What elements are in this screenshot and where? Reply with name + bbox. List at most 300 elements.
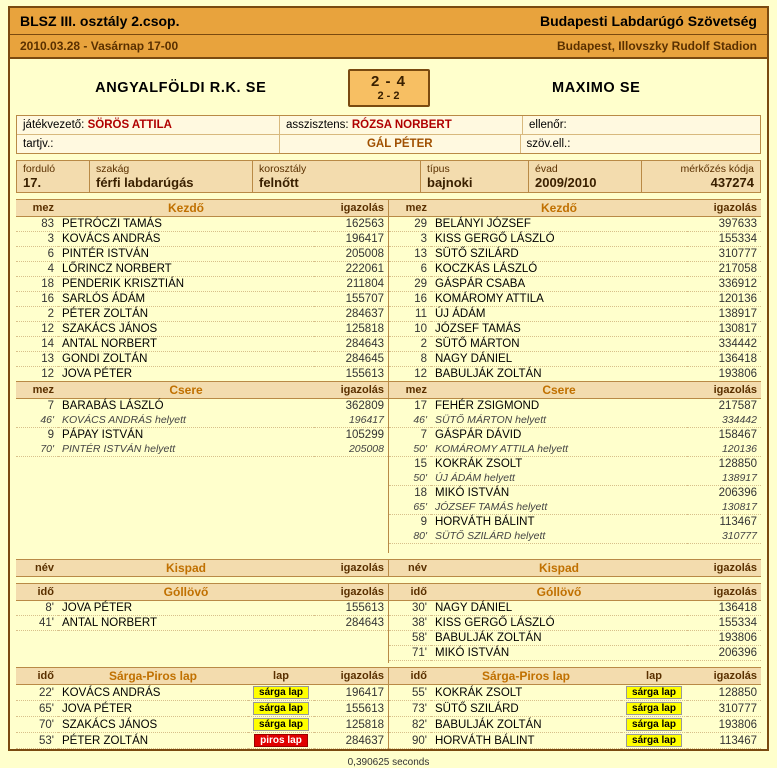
player-id: 130817	[687, 322, 761, 337]
sub-detail-row	[389, 471, 761, 486]
away-bench	[389, 559, 761, 577]
col-igazolas: igazolás	[687, 560, 761, 577]
col-mez: mez	[389, 200, 431, 217]
referee-name: SÖRÖS ATTILA	[87, 119, 172, 131]
sub-replaced	[431, 500, 687, 515]
player-id: 125818	[314, 322, 388, 337]
render-time: 0,390625 seconds	[347, 757, 430, 768]
match-report-page	[0, 6, 777, 768]
season-label: évad	[535, 163, 558, 175]
card-player-name: SZAKÁCS JÁNOS	[58, 717, 248, 733]
referee-cell	[17, 116, 280, 134]
player-number: 4	[16, 262, 58, 277]
header-date-bar	[10, 35, 767, 59]
table-row	[389, 232, 761, 247]
sub-replaced	[431, 471, 687, 486]
player-id: 205008	[314, 247, 388, 262]
age-value: felnőtt	[259, 175, 299, 190]
halftime-score: 2 - 2	[377, 90, 400, 102]
player-name: GÁSPÁR CSABA	[431, 277, 687, 292]
away-cards-title: Sárga-Piros lap	[431, 668, 621, 685]
teams-row	[10, 59, 767, 115]
away-scorers-title: Góllövő	[431, 584, 687, 601]
card-minute: 73'	[389, 701, 431, 717]
player-id: 155334	[687, 616, 761, 631]
player-name: SZAKÁCS JÁNOS	[58, 322, 314, 337]
card-player-name: HORVÁTH BÁLINT	[431, 733, 621, 749]
assistant-label: asszisztens:	[286, 119, 349, 131]
away-bench-table	[389, 559, 761, 577]
league-title: BLSZ III. osztály 2.csop.	[20, 13, 180, 29]
table-row	[389, 277, 761, 292]
spacer-row	[16, 521, 388, 537]
yellow-card-badge: sárga lap	[626, 718, 682, 731]
table-row	[16, 733, 388, 749]
player-id: 206396	[718, 487, 757, 499]
player-number: 14	[16, 337, 58, 352]
yellow-card-badge: sárga lap	[253, 718, 309, 731]
spacer-row	[16, 631, 388, 648]
federation-title: Budapesti Labdarúgó Szövetség	[539, 13, 757, 29]
player-id: 125818	[314, 717, 388, 733]
replaced-id: 334442	[687, 413, 761, 428]
type-value: bajnoki	[427, 175, 473, 190]
col-ido: idő	[16, 668, 58, 685]
table-row	[16, 399, 388, 414]
meta-season	[529, 161, 642, 192]
table-row	[16, 717, 388, 733]
replaced-id: 310777	[687, 529, 761, 544]
away-team-name: MAXIMO SE	[552, 80, 641, 96]
home-bench-table	[16, 559, 388, 577]
player-id: 334442	[687, 337, 761, 352]
player-name: JÓZSEF TAMÁS	[431, 322, 687, 337]
player-name: BABULJÁK ZOLTÁN	[431, 367, 687, 382]
card-player-name: PÉTER ZOLTÁN	[58, 733, 248, 749]
spacer-row	[16, 457, 388, 474]
replaced-id: 205008	[314, 442, 388, 457]
officials-row-2	[17, 135, 760, 153]
player-id: 155707	[314, 292, 388, 307]
sub-detail-row	[16, 413, 388, 428]
yellow-card-badge: sárga lap	[626, 734, 682, 747]
sub-replaced	[431, 413, 687, 428]
scorer-name: ANTAL NORBERT	[58, 616, 314, 631]
helyett-label: helyett	[516, 501, 548, 513]
table-row	[389, 646, 761, 661]
player-name: FEHÉR ZSIGMOND	[435, 400, 540, 412]
yellow-card-badge: sárga lap	[253, 702, 309, 715]
player-number: 12	[389, 367, 431, 382]
player-id: 284643	[314, 616, 388, 631]
player-number: 10	[389, 322, 431, 337]
table-row	[389, 352, 761, 367]
player-id: 206396	[687, 646, 761, 661]
player-number: 12	[16, 322, 58, 337]
player-name: GÁSPÁR DÁVID	[435, 429, 522, 441]
reserve-name: GÁL PÉTER	[280, 135, 521, 153]
sub-replaced	[431, 442, 687, 457]
player-id: 217058	[687, 262, 761, 277]
table-row	[16, 701, 388, 717]
table-row	[16, 352, 388, 367]
player-name: ANTAL NORBERT	[58, 337, 314, 352]
home-cards-table	[16, 667, 388, 749]
away-cards-table	[389, 667, 761, 749]
table-row	[389, 292, 761, 307]
text-cell	[521, 135, 761, 153]
card-player-name: JOVA PÉTER	[58, 701, 248, 717]
col-igazolas: igazolás	[687, 200, 761, 217]
home-cards	[16, 667, 389, 749]
card-player-name: KOKRÁK ZSOLT	[431, 685, 621, 701]
match-date: 2010.03.28 - Vasárnap 17-00	[20, 39, 179, 53]
replaced-name: ÚJ ÁDÁM	[435, 472, 482, 484]
away-scorers	[389, 583, 761, 663]
player-name: PINTÉR ISTVÁN	[58, 247, 314, 262]
helyett-label: helyett	[154, 414, 186, 426]
replaced-id: 196417	[314, 413, 388, 428]
sub-detail-row	[389, 413, 761, 428]
player-number: 83	[16, 217, 58, 232]
player-name: BARABÁS LÁSZLÓ	[62, 400, 164, 412]
card-minute: 53'	[16, 733, 58, 749]
table-row	[16, 307, 388, 322]
player-id: 284637	[314, 733, 388, 749]
away-subs-header	[389, 382, 761, 399]
player-id: 113467	[687, 733, 761, 749]
col-mez: mez	[16, 382, 58, 399]
player-number: 13	[389, 247, 431, 262]
col-igazolas: igazolás	[687, 584, 761, 601]
player-number: 18	[16, 277, 58, 292]
away-cards-header	[389, 668, 761, 685]
table-row	[16, 685, 388, 701]
col-mez: mez	[16, 200, 58, 217]
player-number: 18	[414, 487, 427, 499]
player-name: PÉTER ZOLTÁN	[58, 307, 314, 322]
table-row	[389, 262, 761, 277]
away-starters-header	[389, 200, 761, 217]
player-id: 284637	[314, 307, 388, 322]
player-number: 2	[16, 307, 58, 322]
player-number: 13	[16, 352, 58, 367]
col-igazolas: igazolás	[314, 584, 388, 601]
helyett-label: helyett	[514, 530, 546, 542]
card-minute: 55'	[389, 685, 431, 701]
col-igazolas: igazolás	[687, 668, 761, 685]
meta-code	[642, 161, 760, 192]
goal-minute: 30'	[389, 601, 431, 616]
player-name: ÚJ ÁDÁM	[431, 307, 687, 322]
card-minute: 82'	[389, 717, 431, 733]
player-number: 9	[47, 429, 54, 441]
player-id: 155334	[687, 232, 761, 247]
card-chip-cell	[248, 685, 314, 701]
sub-minute: 50'	[389, 471, 431, 486]
player-number: 9	[420, 516, 427, 528]
player-number: 7	[47, 400, 54, 412]
card-player-name: SÜTŐ SZILÁRD	[431, 701, 621, 717]
player-id: 136418	[687, 352, 761, 367]
player-number: 3	[389, 232, 431, 247]
player-name: PENDERIK KRISZTIÁN	[58, 277, 314, 292]
col-igazolas: igazolás	[314, 560, 388, 577]
scorer-name: NAGY DÁNIEL	[431, 601, 687, 616]
table-row	[389, 457, 761, 472]
helyett-label: helyett	[144, 443, 176, 455]
away-bench-title: Kispad	[431, 560, 687, 577]
sub-minute: 70'	[16, 442, 58, 457]
col-igazolas: igazolás	[314, 200, 388, 217]
player-id: 310777	[687, 701, 761, 717]
sub-minute: 50'	[389, 442, 431, 457]
home-bench-header	[16, 560, 388, 577]
player-name: JOVA PÉTER	[58, 367, 314, 382]
card-minute: 70'	[16, 717, 58, 733]
card-chip-cell	[621, 733, 687, 749]
player-number: 2	[389, 337, 431, 352]
spacer-row	[16, 473, 388, 489]
player-name: SÜTŐ SZILÁRD	[431, 247, 687, 262]
sub-detail-row	[16, 442, 388, 457]
player-id: 193806	[687, 717, 761, 733]
away-cards	[389, 667, 761, 749]
helyett-label: helyett	[484, 472, 515, 484]
home-subs-title: Csere	[58, 382, 314, 399]
col-ido: idő	[16, 584, 58, 601]
player-name: KOCZKÁS LÁSZLÓ	[431, 262, 687, 277]
table-row	[389, 367, 761, 382]
card-minute: 65'	[16, 701, 58, 717]
player-id: 196417	[314, 685, 388, 701]
player-number: 16	[389, 292, 431, 307]
scorer-name: JOVA PÉTER	[58, 601, 314, 616]
reserve-cell	[17, 135, 280, 153]
home-scorers	[16, 583, 389, 663]
player-id: 158467	[718, 429, 757, 441]
player-name: KOKRÁK ZSOLT	[435, 458, 523, 470]
player-id: 196417	[314, 232, 388, 247]
meta-round	[17, 161, 90, 192]
home-cards-title: Sárga-Piros lap	[58, 668, 248, 685]
scorer-name: KISS GERGŐ LÁSZLÓ	[431, 616, 687, 631]
player-number: 16	[16, 292, 58, 307]
player-number: 11	[389, 307, 431, 322]
col-ido: idő	[389, 668, 431, 685]
home-bench	[16, 559, 389, 577]
sub-detail-row	[389, 442, 761, 457]
table-row	[389, 337, 761, 352]
referee-label: játékvezető:	[23, 119, 85, 131]
card-chip-cell	[248, 733, 314, 749]
player-id: 128850	[718, 458, 757, 470]
red-card-badge: piros lap	[254, 734, 308, 747]
home-scorers-header	[16, 584, 388, 601]
player-name: NAGY DÁNIEL	[431, 352, 687, 367]
table-row	[16, 616, 388, 631]
card-chip-cell	[248, 717, 314, 733]
col-mez: mez	[389, 382, 431, 399]
table-row	[389, 701, 761, 717]
player-number: 15	[414, 458, 427, 470]
away-starters-title: Kezdő	[431, 200, 687, 217]
table-row	[16, 277, 388, 292]
round-value: 17.	[23, 175, 42, 190]
officials-row-1	[17, 116, 760, 135]
round-label: forduló	[23, 163, 56, 175]
player-number: 12	[16, 367, 58, 382]
player-number: 6	[16, 247, 58, 262]
table-row	[389, 717, 761, 733]
player-id: 193806	[687, 367, 761, 382]
player-id: 136418	[687, 601, 761, 616]
replaced-name: SÜTŐ MÁRTON	[435, 414, 513, 426]
away-scorers-header	[389, 584, 761, 601]
home-bench-title: Kispad	[58, 560, 314, 577]
player-id: 284643	[314, 337, 388, 352]
player-id: 284645	[314, 352, 388, 367]
player-name: MIKÓ ISTVÁN	[435, 487, 510, 499]
replaced-name: PINTÉR ISTVÁN	[62, 443, 142, 455]
player-id: 155613	[314, 701, 388, 717]
player-number: 17	[414, 400, 427, 412]
player-number: 6	[389, 262, 431, 277]
meta-branch	[90, 161, 253, 192]
sub-minute: 80'	[389, 529, 431, 544]
yellow-card-badge: sárga lap	[253, 686, 309, 699]
replaced-id: 130817	[687, 500, 761, 515]
table-row	[389, 399, 761, 414]
assistant-cell	[280, 116, 523, 134]
table-row	[16, 217, 388, 232]
player-id: 310777	[687, 247, 761, 262]
header-league-bar	[10, 8, 767, 35]
table-row	[16, 322, 388, 337]
replaced-name: KOMÁROMY ATTILA	[435, 443, 535, 455]
away-starters-table	[389, 199, 761, 544]
player-name: KISS GERGŐ LÁSZLÓ	[431, 232, 687, 247]
spacer-row	[16, 489, 388, 505]
player-number: 29	[389, 217, 431, 232]
table-row	[16, 292, 388, 307]
player-id: 362809	[345, 400, 384, 412]
table-row	[389, 322, 761, 337]
branch-value: férfi labdarúgás	[96, 175, 194, 190]
col-nev: név	[389, 560, 431, 577]
card-minute: 90'	[389, 733, 431, 749]
code-value: 437274	[710, 175, 754, 190]
player-id: 120136	[687, 292, 761, 307]
table-row	[389, 307, 761, 322]
table-row	[16, 262, 388, 277]
home-starters-title: Kezdő	[58, 200, 314, 217]
spacer-row	[16, 505, 388, 521]
col-ido: idő	[389, 584, 431, 601]
sub-replaced	[58, 442, 314, 457]
player-name: BELÁNYI JÓZSEF	[431, 217, 687, 232]
player-id: 105299	[345, 429, 384, 441]
card-chip-cell	[248, 701, 314, 717]
sub-replaced	[431, 529, 687, 544]
replaced-id: 138917	[687, 471, 761, 486]
yellow-card-badge: sárga lap	[626, 702, 682, 715]
match-venue: Budapest, Illovszky Rudolf Stadion	[556, 39, 757, 53]
home-starters-header	[16, 200, 388, 217]
col-lap: lap	[621, 668, 687, 685]
season-value: 2009/2010	[535, 175, 597, 190]
spacer-row	[16, 537, 388, 553]
goal-minute: 41'	[16, 616, 58, 631]
table-row	[389, 616, 761, 631]
final-score: 2 - 4	[370, 73, 406, 90]
player-number: 29	[389, 277, 431, 292]
table-row	[16, 367, 388, 382]
cards-section	[16, 667, 761, 749]
age-label: korosztály	[259, 163, 307, 175]
goal-minute: 71'	[389, 646, 431, 661]
home-scorers-table	[16, 583, 388, 663]
yellow-card-badge: sárga lap	[626, 686, 682, 699]
player-id: 336912	[687, 277, 761, 292]
player-name: HORVÁTH BÁLINT	[435, 516, 535, 528]
scorers-section	[16, 583, 761, 663]
player-id: 128850	[687, 685, 761, 701]
player-name: SARLÓS ÁDÁM	[58, 292, 314, 307]
replaced-id: 120136	[687, 442, 761, 457]
table-row	[16, 428, 388, 443]
player-id: 138917	[687, 307, 761, 322]
bench-section	[16, 559, 761, 577]
card-chip-cell	[621, 701, 687, 717]
sub-minute: 65'	[389, 500, 431, 515]
player-id: 113467	[719, 516, 757, 528]
meta-type	[421, 161, 529, 192]
player-id: 397633	[687, 217, 761, 232]
player-number: 3	[16, 232, 58, 247]
sub-detail-row	[389, 529, 761, 544]
table-row	[389, 601, 761, 616]
type-label: típus	[427, 163, 450, 175]
meta-age	[253, 161, 421, 192]
player-id: 155613	[314, 367, 388, 382]
table-row	[16, 247, 388, 262]
player-name: GONDI ZOLTÁN	[58, 352, 314, 367]
rosters	[16, 199, 761, 553]
replaced-name: JÓZSEF TAMÁS	[435, 501, 514, 513]
helyett-label: helyett	[515, 414, 547, 426]
away-scorers-table	[389, 583, 761, 661]
scorer-name: BABULJÁK ZOLTÁN	[431, 631, 687, 646]
scorer-name: MIKÓ ISTVÁN	[431, 646, 687, 661]
goal-minute: 8'	[16, 601, 58, 616]
spacer-row	[16, 647, 388, 663]
controller-label: ellenőr:	[529, 119, 567, 131]
replaced-name: KOVÁCS ANDRÁS	[62, 414, 153, 426]
officials-block	[16, 115, 761, 154]
player-name: LŐRINCZ NORBERT	[58, 262, 314, 277]
col-igazolas: igazolás	[314, 668, 388, 685]
report-sheet	[8, 6, 769, 751]
card-minute: 22'	[16, 685, 58, 701]
away-subs-title: Csere	[431, 382, 687, 399]
home-team-name: ANGYALFÖLDI R.K. SE	[95, 80, 267, 96]
branch-label: szakág	[96, 163, 130, 175]
table-row	[16, 232, 388, 247]
player-id: 217587	[718, 400, 757, 412]
table-row	[389, 247, 761, 262]
player-id: 155613	[314, 601, 388, 616]
